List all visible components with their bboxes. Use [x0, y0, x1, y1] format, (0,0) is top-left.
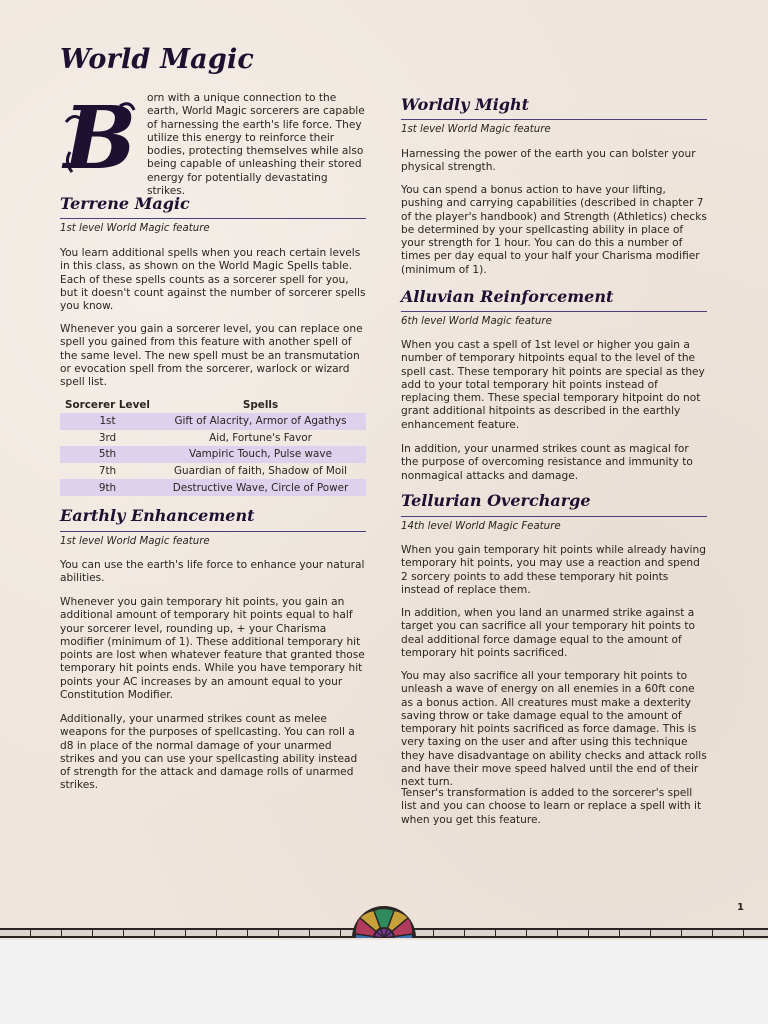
worldly-paragraph-1: Harnessing the power of the earth you can bolster your physical strength. — [401, 148, 696, 174]
table-cell-spells: Vampiric Touch, Pulse wave — [155, 446, 366, 463]
table-cell-level: 5th — [60, 446, 155, 463]
heading-earthly-enhancement: Earthly Enhancement — [60, 506, 255, 525]
table-row — [60, 446, 366, 463]
tellurian-paragraph-3: You may also sacrifice all your temporary hit points to unleash a wave of energy on all enemies in a 60ft cone as a bonus action. All creatures must make a dexterity saving throw or take damage equal to the amount of temporary hit points sacrificed as force damage. This is very taxing on the user and after using this technique they have disadvantage on ability checks and attack rolls and have their move speed halved until the end of their next turn. — [401, 670, 707, 789]
table-cell-level: 9th — [60, 479, 155, 496]
alluvian-paragraph-1: When you cast a spell of 1st level or higher you gain a number of temporary hitpoints equal to the level of the spell cast. These temporary hit points are special as they add to your total temporary hit points instead of replacing them. These special temporary hitpoint do not grant additional hitpoints as described in the earthly enhancement feature. — [401, 339, 705, 431]
table-row — [60, 430, 366, 447]
dropcap-letter — [60, 92, 140, 184]
subtitle-terrene: 1st level World Magic feature — [60, 223, 210, 234]
table-row — [60, 413, 366, 430]
tellurian-paragraph-1: When you gain temporary hit points while already having temporary hit points, you may use a reaction and spend 2 sorcery points to add these temporary hit points instead of replace them. — [401, 544, 706, 596]
spells-table — [60, 397, 366, 496]
subtitle-alluvian: 6th level World Magic feature — [401, 316, 552, 327]
table-cell-level: 7th — [98, 465, 117, 478]
subtitle-tellurian: 14th level World Magic Feature — [401, 521, 561, 532]
heading-terrene-magic: Terrene Magic — [60, 194, 190, 213]
heading-alluvian-reinforcement: Alluvian Reinforcement — [401, 287, 614, 306]
table-cell-spells: Aid, Fortune's Favor — [209, 431, 312, 444]
section-rule — [401, 311, 707, 312]
tellurian-paragraph-2: In addition, when you land an unarmed strike against a target you can sacrifice all your temporary hit points to deal additional force damage equal to the amount of temporary hit points sacrificed. — [401, 607, 696, 659]
table-cell-spells: Gift of Alacrity, Armor of Agathys — [155, 413, 366, 430]
subtitle-worldly: 1st level World Magic feature — [401, 124, 551, 135]
heading-tellurian-overcharge: Tellurian Overcharge — [401, 491, 591, 510]
page-number: 1 — [737, 902, 744, 913]
table-row — [60, 479, 366, 496]
tellurian-paragraph-4: Tenser's transformation is added to the sorcerer's spell list and you can choose to learn or replace a spell with it when you get this feature. — [401, 787, 702, 826]
table-header-row — [60, 397, 366, 413]
earthly-paragraph-1: You can use the earth's life force to enhance your natural abilities. — [60, 559, 365, 585]
earthly-paragraph-3: Additionally, your unarmed strikes count as melee weapons for the purposes of spellcasting. You can roll a d8 in place of the normal damage of your unarmed strikes and you can use your spellcasting ability instead of strength for the attack and damage rolls of unarmed strikes. — [60, 713, 358, 792]
worldly-paragraph-2: You can spend a bonus action to have your lifting, pushing and carrying capabilities (described in chapter 7 of the player's handbook) and Strength (Athletics) checks be determined by your spellcasting ability in place of your strength for 1 hour. You can do this a number of times per day equal to your half your Charisma modifier (minimum of 1). — [401, 184, 707, 276]
terrene-paragraph-1: You learn additional spells when you reach certain levels in this class, as shown on the World Magic Spells table. Each of these spells counts as a sorcerer spell for you, but it doesn't count against the number of sorcerer spells you know. — [60, 247, 366, 313]
section-rule — [401, 119, 707, 120]
table-row — [60, 463, 366, 480]
earthly-paragraph-2: Whenever you gain temporary hit points, you gain an additional amount of temporary hit points equal to half your sorcerer level, rounding up, + your Charisma modifier (minimum of 1). These additional temporary hit points are lost when whatever feature that granted those temporary hit points ends. While you have temporary hit points your AC increases by an amount equal to your Constitution Modifier. — [60, 596, 365, 702]
subtitle-earthly: 1st level World Magic feature — [60, 536, 210, 547]
section-rule — [401, 516, 707, 517]
alluvian-paragraph-2: In addition, your unarmed strikes count as magical for the purpose of overcoming resistance and immunity to nonmagical attacks and damage. — [401, 443, 693, 482]
section-rule — [60, 218, 366, 219]
page-title: World Magic — [60, 44, 255, 75]
section-rule — [60, 531, 366, 532]
table-cell-spells: Guardian of faith, Shadow of Moil — [173, 465, 348, 478]
terrene-paragraph-2: Whenever you gain a sorcerer level, you can replace one spell you gained from this feature with another spell of the same level. The new spell must be an transmutation or evocation spell from the sorcerer, warlock or wizard spell list. — [60, 323, 363, 389]
svg-text:B: B — [63, 92, 137, 184]
table-cell-spells: Destructive Wave, Circle of Power — [155, 479, 366, 496]
table-cell-level: 1st — [60, 413, 155, 430]
stained-glass-ornament-icon — [350, 902, 418, 938]
table-header-level: Sorcerer Level — [65, 399, 150, 411]
heading-worldly-might: Worldly Might — [401, 95, 529, 114]
intro-paragraph: orn with a unique connection to the earth, World Magic sorcerers are capable of harnessing the earth's life force. They utilize this energy to reinforce their bodies, protecting themselves while also being capable of unleashing their stored energy for potentially devastating strikes. — [147, 92, 365, 198]
table-header-spells: Spells — [242, 399, 279, 411]
table-cell-level: 3rd — [98, 431, 117, 444]
